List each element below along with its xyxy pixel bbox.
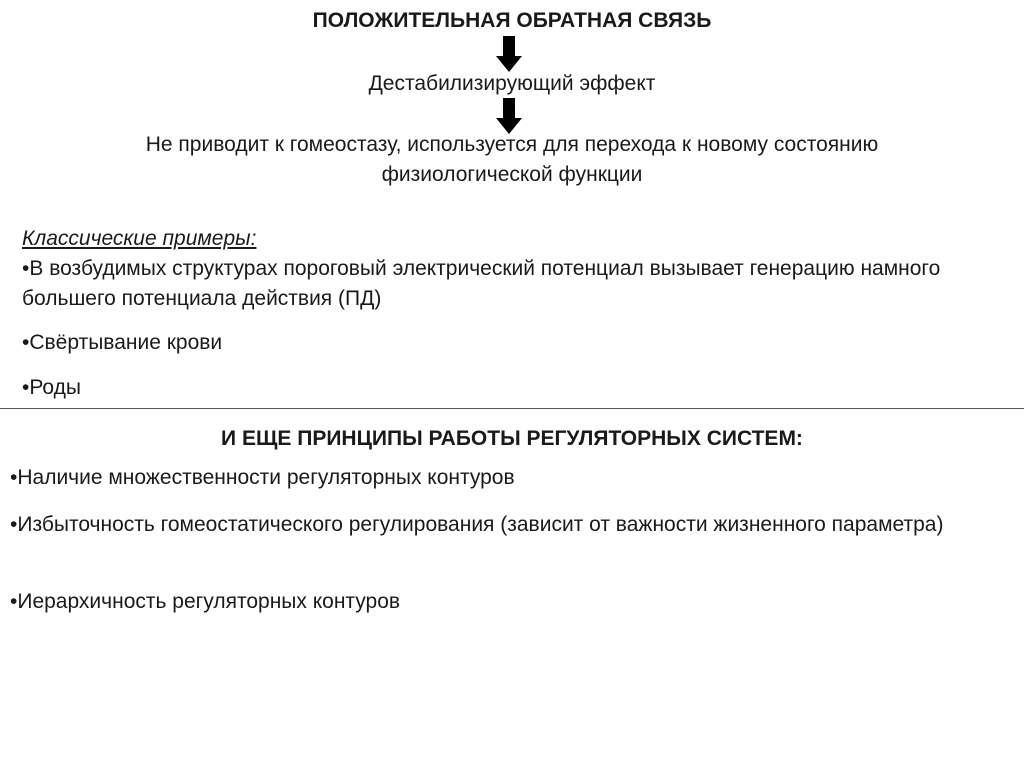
description-line: Не приводит к гомеостазу, используется для перехода к новому состоянию — [145, 133, 879, 156]
principle-item: •Иерархичность регуляторных контуров — [10, 590, 401, 613]
example-item: •В возбудимых структурах пороговый электрический потенциал вызывает генерацию намного большего потенциала действия (ПД) — [22, 257, 941, 310]
principle-item: •Избыточность гомеостатического регулирования (зависит от важности жизненного параметра) — [10, 513, 944, 536]
example-item: •Свёртывание крови — [22, 331, 223, 354]
description — [0, 130, 1024, 190]
principles-heading: И ЕЩЕ ПРИНЦИПЫ РАБОТЫ РЕГУЛЯТОРНЫХ СИСТЕМ: — [221, 427, 803, 450]
section-divider — [0, 408, 1024, 409]
examples-heading: Классические примеры: — [22, 227, 257, 250]
down-arrow-icon — [496, 98, 522, 134]
page-title: ПОЛОЖИТЕЛЬНАЯ ОБРАТНАЯ СВЯЗЬ — [312, 9, 712, 32]
principle-item: •Наличие множественности регуляторных контуров — [10, 466, 515, 489]
description-line: физиологической функции — [381, 163, 643, 186]
example-item: •Роды — [22, 376, 82, 399]
effect-text: Дестабилизирующий эффект — [368, 72, 656, 95]
down-arrow-icon — [496, 36, 522, 72]
